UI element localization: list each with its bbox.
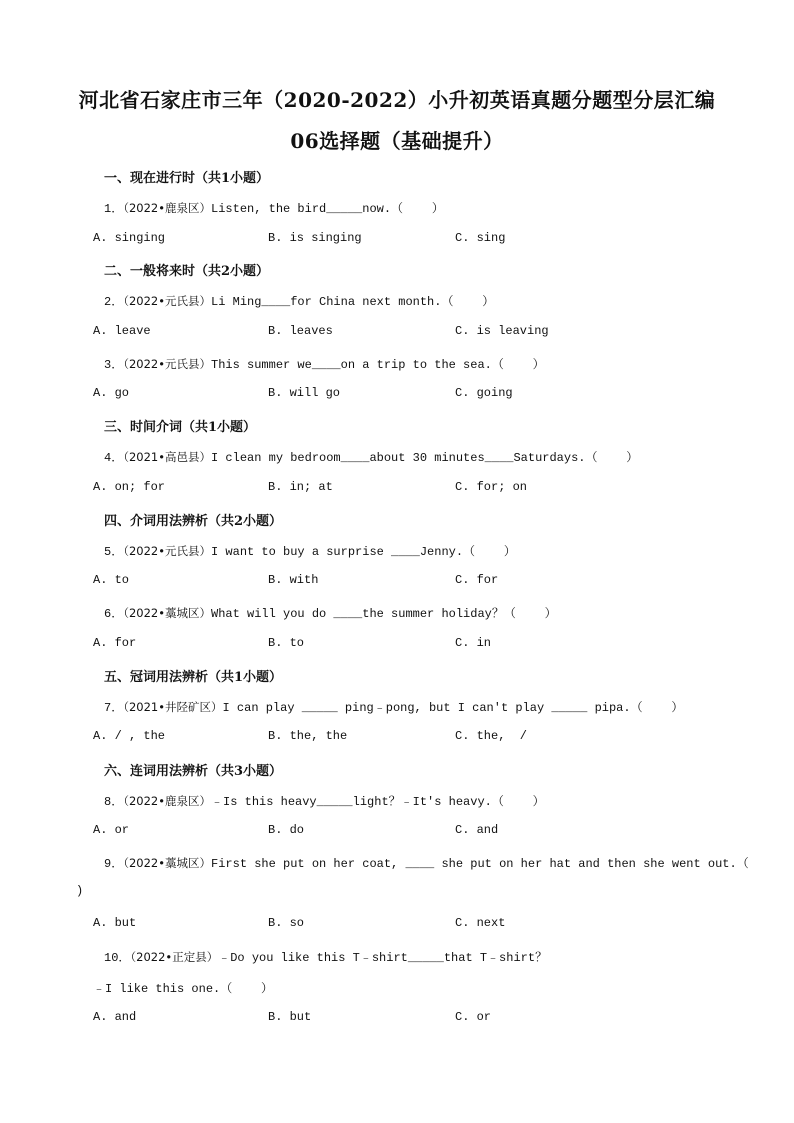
option-c: C. next: [455, 916, 506, 930]
option-c: C. is leaving: [455, 324, 549, 338]
option-a: A. but: [93, 916, 137, 930]
question-text: I want to buy a surprise ____Jenny.（ ）: [211, 545, 516, 559]
question-source: （2022•元氏县）: [123, 294, 212, 308]
question-source: （2022•鹿泉区）: [123, 201, 212, 215]
option-c: C. in: [455, 636, 492, 650]
option-b: B. with: [268, 573, 319, 587]
option-c: C. the, /: [455, 729, 528, 743]
document-title: 河北省石家庄市三年（2020-2022）小升初英语真题分题型分层汇编: [78, 88, 716, 112]
question-number: 8．: [104, 795, 124, 809]
question-text: Listen, the bird_____now.（ ）: [211, 202, 444, 216]
section-heading: 一、现在进行时（共1小题）: [104, 171, 270, 186]
question-source: （2022•正定县）: [130, 950, 219, 964]
question-3: [104, 355, 545, 372]
question-5: [104, 542, 516, 559]
question-text: ﹣Do you like this T﹣shirt_____that T﹣shirt？: [218, 951, 548, 965]
option-a: A. for: [93, 636, 137, 650]
option-a: A. and: [93, 1010, 137, 1024]
question-source: （2022•元氏县）: [123, 544, 212, 558]
section-heading: 六、连词用法辨析（共3小题）: [104, 764, 283, 779]
question-text: Li Ming____for China next month.（ ）: [211, 295, 495, 309]
question-10: [104, 948, 547, 965]
question-9: [104, 854, 749, 871]
option-b: B. is singing: [268, 231, 362, 245]
question-2: [104, 292, 494, 309]
option-c: C. and: [455, 823, 499, 837]
question-7: [104, 698, 683, 715]
question-number: 5．: [104, 545, 124, 559]
question-text: What will you do ____the summer holiday？（ ）: [211, 607, 557, 621]
option-b: B. to: [268, 636, 305, 650]
document-subtitle: 06选择题（基础提升）: [290, 129, 504, 153]
question-number: 1．: [104, 202, 124, 216]
option-a: A. or: [93, 823, 130, 837]
question-text: I clean my bedroom____about 30 minutes____Saturdays.（ ）: [211, 451, 639, 465]
option-a: A. / , the: [93, 729, 166, 743]
section-heading: 二、一般将来时（共2小题）: [104, 264, 270, 279]
option-b: B. so: [268, 916, 305, 930]
option-a: A. go: [93, 386, 130, 400]
question-8: [104, 792, 545, 809]
question-continuation: ﹣I like this one.（ ）: [93, 982, 274, 996]
question-continuation: ): [76, 884, 84, 898]
option-b: B. the, the: [268, 729, 348, 743]
option-a: A. singing: [93, 231, 166, 245]
option-a: A. to: [93, 573, 130, 587]
question-source: （2022•藁城区）: [123, 606, 212, 620]
option-b: B. will go: [268, 386, 341, 400]
option-a: A. leave: [93, 324, 151, 338]
option-b: B. in; at: [268, 480, 333, 494]
question-number: 10．: [104, 951, 131, 965]
option-a: A. on; for: [93, 480, 166, 494]
option-b: B. leaves: [268, 324, 333, 338]
question-number: 4．: [104, 451, 124, 465]
section-heading: 五、冠词用法辨析（共1小题）: [104, 670, 283, 685]
question-number: 9．: [104, 857, 124, 871]
option-c: C. for: [455, 573, 499, 587]
question-number: 7．: [104, 701, 124, 715]
section-heading: 三、时间介词（共1小题）: [104, 420, 257, 435]
question-text: This summer we____on a trip to the sea.（ ）: [211, 358, 545, 372]
option-c: C. for; on: [455, 480, 528, 494]
question-text: I can play _____ ping﹣pong, but I can't play _____ pipa.（ ）: [222, 701, 684, 715]
question-number: 6．: [104, 607, 124, 621]
question-number: 3．: [104, 358, 124, 372]
question-text: First she put on her coat, ____ she put on her hat and then she went out.（: [211, 857, 749, 871]
question-4: [104, 448, 638, 465]
option-c: C. or: [455, 1010, 492, 1024]
question-source: （2022•藁城区）: [123, 856, 212, 870]
question-1: [104, 199, 444, 216]
option-b: B. but: [268, 1010, 312, 1024]
option-c: C. going: [455, 386, 513, 400]
question-source: （2022•鹿泉区）: [123, 794, 212, 808]
question-source: （2021•高邑县）: [123, 450, 212, 464]
option-b: B. do: [268, 823, 305, 837]
question-number: 2．: [104, 295, 124, 309]
section-heading: 四、介词用法辨析（共2小题）: [104, 514, 283, 529]
question-text: ﹣Is this heavy_____light？﹣It's heavy.（ ）: [211, 795, 545, 809]
question-6: [104, 604, 557, 621]
option-c: C. sing: [455, 231, 506, 245]
question-source: （2021•井陉矿区）: [123, 700, 223, 714]
question-source: （2022•元氏县）: [123, 357, 212, 371]
